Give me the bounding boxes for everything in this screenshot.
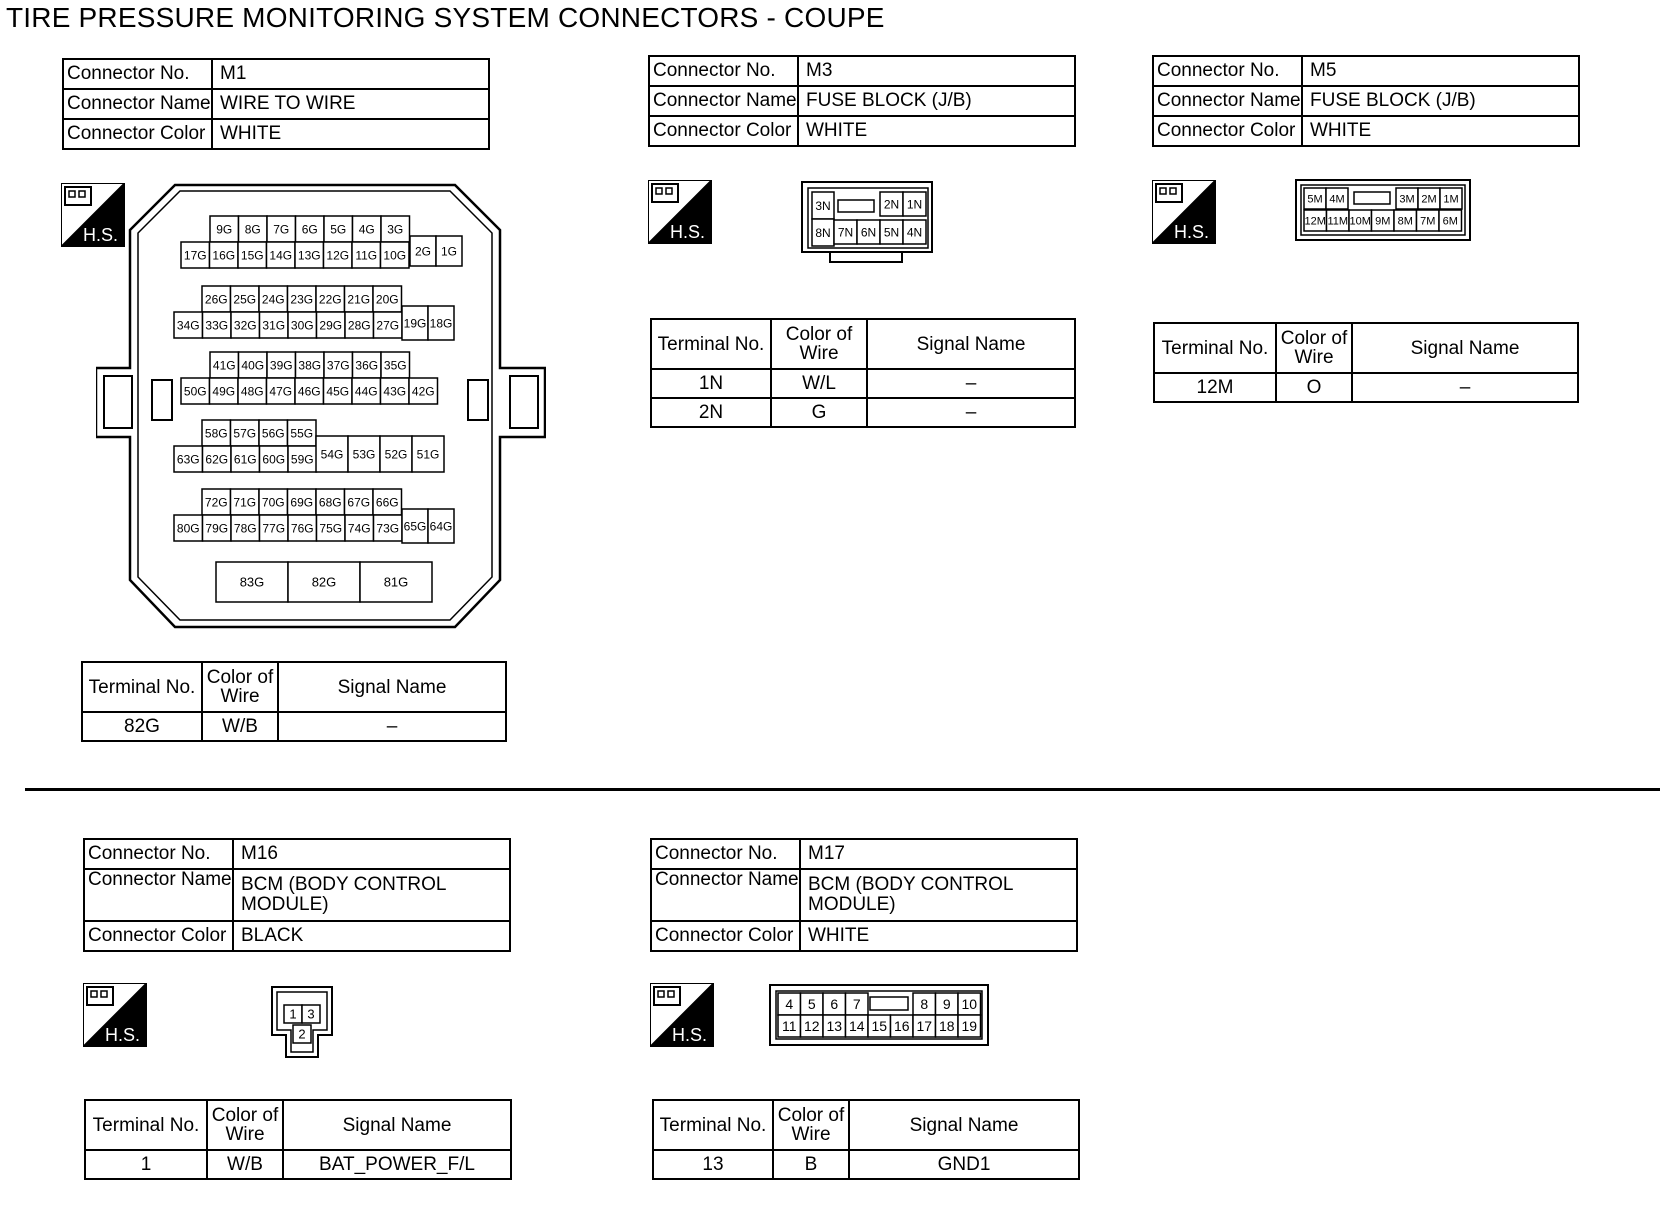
- pin-label: 3M: [1399, 193, 1415, 206]
- pin-label: 23G: [290, 292, 314, 307]
- pin-label: 2: [298, 1026, 306, 1042]
- pin-label: 64G: [429, 519, 453, 534]
- page-title: TIRE PRESSURE MONITORING SYSTEM CONNECTORS - COUPE: [6, 2, 885, 33]
- pin-label: 26G: [204, 292, 228, 307]
- pin-label: 29G: [319, 318, 343, 333]
- pin-label: 67G: [347, 495, 371, 510]
- svg-text:H.S.: H.S.: [1174, 222, 1210, 242]
- pin-label: 11: [781, 1018, 797, 1035]
- pin-label: 10G: [383, 248, 407, 263]
- harness-side-icon: [650, 983, 714, 1047]
- m5-terminal-table: Terminal No. Color of Wire Signal Name 12M O –: [1153, 322, 1579, 403]
- m17-info-table: Connector No. M17 Connector Name BCM (BODY CONTROL MODULE) Connector Color WHITE: [650, 838, 1078, 952]
- pin-label: 25G: [233, 292, 257, 307]
- m16-info-table: Connector No. M16 Connector Name BCM (BODY CONTROL MODULE) Connector Color BLACK: [83, 838, 511, 952]
- svg-text:H.S.: H.S.: [672, 1025, 708, 1045]
- m17-connector-face: [768, 983, 992, 1047]
- pin-label: 2G: [414, 244, 432, 259]
- pin-label: 44G: [354, 384, 378, 399]
- pin-label: 20G: [375, 292, 399, 307]
- pin-label: 6N: [860, 225, 877, 240]
- pin-label: 18G: [429, 316, 453, 331]
- pin-label: 15: [871, 1018, 888, 1035]
- pin-label: 40G: [241, 358, 265, 373]
- pin-label: 39G: [269, 358, 293, 373]
- pin-label: 52G: [384, 447, 408, 462]
- pin-label: 66G: [375, 495, 399, 510]
- pin-label: 4: [785, 996, 794, 1013]
- pin-label: 11G: [355, 248, 378, 263]
- pin-label: 57G: [233, 426, 257, 441]
- harness-side-icon: [1152, 180, 1216, 244]
- pin-label: 65G: [403, 519, 427, 534]
- pin-label: 72G: [204, 495, 228, 510]
- pin-label: 59G: [290, 452, 314, 467]
- pin-label: 46G: [297, 384, 321, 399]
- pin-label: 10: [961, 996, 978, 1013]
- pin-label: 3: [307, 1006, 315, 1022]
- m3-info-table: Connector No. M3 Connector Name FUSE BLOCK (J/B) Connector Color WHITE: [648, 55, 1076, 147]
- pin-label: 13: [826, 1018, 843, 1035]
- pin-label: 51G: [416, 447, 440, 462]
- pin-label: 33G: [205, 318, 229, 333]
- pin-label: 7: [852, 996, 861, 1013]
- m1-info-table: Connector No. M1 Connector Name WIRE TO WIRE Connector Color WHITE: [62, 58, 490, 150]
- pin-label: 19G: [403, 316, 427, 331]
- pin-label: 32G: [233, 318, 257, 333]
- pin-label: 2N: [883, 197, 900, 212]
- pin-label: 5N: [883, 225, 900, 240]
- pin-label: 80G: [176, 521, 200, 536]
- pin-label: 43G: [383, 384, 407, 399]
- pin-label: 49G: [212, 384, 236, 399]
- table-row-terminal: 12M: [1154, 373, 1276, 402]
- pin-label: 16: [893, 1018, 910, 1035]
- pin-label: 77G: [262, 521, 286, 536]
- pin-label: 3N: [815, 198, 831, 213]
- pin-label: 9G: [216, 222, 233, 237]
- harness-side-icon: [648, 180, 712, 244]
- m1-terminal-table: Terminal No. Color of Wire Signal Name 82G W/B –: [81, 661, 507, 742]
- pin-label: 7N: [837, 225, 854, 240]
- pin-label: 17: [916, 1018, 933, 1035]
- pin-label: 45G: [326, 384, 350, 399]
- m5-info-table: Connector No. M5 Connector Name FUSE BLOCK (J/B) Connector Color WHITE: [1152, 55, 1580, 147]
- pin-label: 11M: [1327, 215, 1349, 228]
- pin-label: 47G: [269, 384, 293, 399]
- pin-label: 55G: [290, 426, 314, 441]
- table-row-terminal: 2N: [651, 398, 771, 427]
- pin-label: 62G: [205, 452, 229, 467]
- section-divider: [25, 788, 1660, 791]
- pin-label: 7G: [273, 222, 290, 237]
- pin-label: 58G: [204, 426, 228, 441]
- m3-terminal-table: Terminal No. Color of Wire Signal Name 1N W/L – 2N G –: [650, 318, 1076, 428]
- pin-label: 48G: [240, 384, 264, 399]
- pin-label: 74G: [347, 521, 371, 536]
- m1-connector-face: [96, 180, 546, 630]
- pin-label: 61G: [233, 452, 257, 467]
- pin-label: 12M: [1304, 215, 1326, 228]
- table-row-terminal: 1N: [651, 369, 771, 398]
- pin-label: 22G: [318, 292, 342, 307]
- svg-text:H.S.: H.S.: [105, 1025, 141, 1045]
- table-row-terminal: 13: [653, 1150, 773, 1179]
- keying-slot: [838, 200, 874, 212]
- pin-label: 8G: [244, 222, 261, 237]
- pin-label: 5: [807, 996, 816, 1013]
- svg-text:H.S.: H.S.: [83, 225, 119, 245]
- pin-label: 5G: [330, 222, 347, 237]
- m16-terminal-table: Terminal No. Color of Wire Signal Name 1 W/B BAT_POWER_F/L: [84, 1099, 512, 1180]
- m16-connector-face: [270, 985, 334, 1061]
- pin-label: 35G: [383, 358, 407, 373]
- m3-connector-face: [800, 180, 938, 266]
- svg-text:H.S.: H.S.: [670, 222, 706, 242]
- pin-label: 4M: [1329, 193, 1345, 206]
- pin-label: 31G: [262, 318, 286, 333]
- pin-label: 4N: [906, 225, 923, 240]
- pin-label: 37G: [326, 358, 350, 373]
- pin-label: 75G: [319, 521, 343, 536]
- pin-label: 6M: [1442, 215, 1458, 228]
- pin-label: 79G: [205, 521, 229, 536]
- pin-label: 54G: [320, 447, 344, 462]
- pin-label: 53G: [352, 447, 376, 462]
- pin-label: 15G: [240, 248, 264, 263]
- pin-label: 9M: [1375, 215, 1391, 228]
- pin-label: 13G: [297, 248, 321, 263]
- pin-label: 30G: [290, 318, 314, 333]
- pin-label: 5M: [1307, 193, 1323, 206]
- table-row-terminal: 82G: [82, 712, 202, 741]
- keying-slot: [1354, 192, 1390, 204]
- m17-terminal-table: Terminal No. Color of Wire Signal Name 13 B GND1: [652, 1099, 1080, 1180]
- m5-connector-face: [1294, 178, 1472, 242]
- pin-label: 17G: [183, 248, 207, 263]
- pin-label: 10M: [1349, 215, 1371, 228]
- pin-label: 2M: [1421, 193, 1437, 206]
- pin-label: 78G: [233, 521, 257, 536]
- pin-label: 8N: [815, 225, 831, 240]
- pin-label: 6G: [301, 222, 318, 237]
- pin-label: 60G: [262, 452, 286, 467]
- pin-label: 56G: [261, 426, 285, 441]
- pin-label: 50G: [183, 384, 207, 399]
- pin-label: 1G: [440, 244, 458, 259]
- pin-label: 83G: [239, 574, 265, 590]
- pin-label: 8M: [1397, 215, 1413, 228]
- pin-label: 18: [938, 1018, 955, 1035]
- pin-label: 38G: [298, 358, 322, 373]
- pin-label: 4G: [358, 222, 375, 237]
- pin-label: 12G: [326, 248, 350, 263]
- pin-label: 12: [803, 1018, 820, 1035]
- pin-label: 9: [942, 996, 951, 1013]
- pin-label: 28G: [347, 318, 371, 333]
- pin-label: 71G: [233, 495, 257, 510]
- pin-label: 3G: [387, 222, 404, 237]
- pin-label: 1M: [1443, 193, 1459, 206]
- table-row-terminal: 1: [85, 1150, 207, 1179]
- pin-label: 19: [961, 1018, 978, 1035]
- pin-label: 81G: [383, 574, 409, 590]
- pin-label: 27G: [376, 318, 400, 333]
- pin-label: 42G: [411, 384, 435, 399]
- pin-label: 34G: [176, 318, 200, 333]
- pin-label: 16G: [212, 248, 236, 263]
- pin-label: 82G: [311, 574, 337, 590]
- pin-label: 21G: [347, 292, 371, 307]
- pin-label: 68G: [318, 495, 342, 510]
- keying-slot: [870, 997, 908, 1010]
- pin-label: 69G: [290, 495, 314, 510]
- pin-label: 14: [848, 1018, 865, 1035]
- pin-label: 24G: [261, 292, 285, 307]
- pin-label: 6: [830, 996, 839, 1013]
- pin-label: 41G: [212, 358, 236, 373]
- pin-label: 70G: [261, 495, 285, 510]
- harness-side-icon: [83, 983, 147, 1047]
- pin-label: 1: [289, 1006, 297, 1022]
- pin-label: 76G: [290, 521, 314, 536]
- pin-label: 8: [920, 996, 929, 1013]
- pin-label: 36G: [355, 358, 379, 373]
- pin-label: 14G: [269, 248, 293, 263]
- pin-label: 7M: [1420, 215, 1436, 228]
- pin-label: 63G: [176, 452, 200, 467]
- pin-label: 1N: [906, 197, 923, 212]
- pin-label: 73G: [376, 521, 400, 536]
